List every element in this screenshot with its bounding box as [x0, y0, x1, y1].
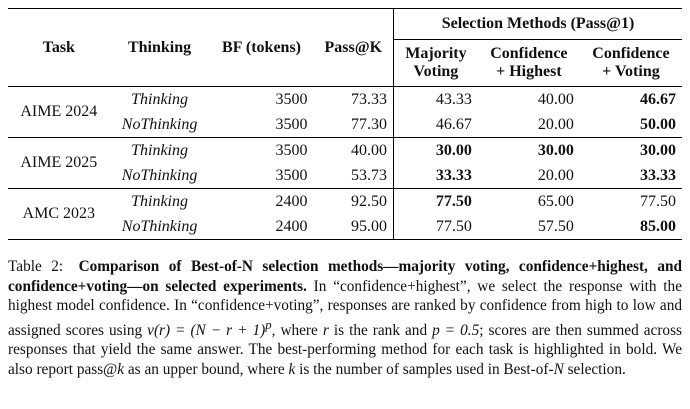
task-cell: AIME 2025: [20, 154, 98, 171]
table-row: [8, 112, 682, 138]
mode-cell: Thinking: [131, 90, 188, 108]
majority-cell: 43.33: [435, 90, 472, 108]
passk-cell: 53.73: [314, 163, 394, 189]
table-caption: [8, 257, 682, 380]
col-header-confidence-highest: [478, 40, 580, 87]
table-row: [8, 214, 682, 240]
col-group-selection-methods: Selection Methods (Pass@1): [394, 9, 682, 40]
passk-cell: 95.00: [314, 214, 394, 240]
header-line: Voting: [413, 63, 459, 80]
header-line: Confidence: [490, 45, 568, 62]
majority-cell: 77.50: [435, 192, 472, 210]
mode-cell: NoThinking: [121, 115, 198, 133]
caption-text: is the number of samples used in Best-of-: [299, 361, 554, 379]
results-table: [8, 8, 682, 240]
passk-cell: 92.50: [314, 189, 394, 215]
mode-cell: NoThinking: [121, 166, 198, 184]
conf-vote-cell: 50.00: [640, 115, 676, 133]
header-line: Confidence: [592, 45, 670, 62]
col-header-task: Task: [8, 9, 110, 87]
col-header-bf: BF (tokens): [210, 9, 314, 87]
conf-high-cell: 57.50: [537, 217, 574, 235]
var-k: k: [288, 361, 296, 379]
conf-high-cell: 20.00: [537, 115, 574, 133]
passk-cell: 73.33: [314, 87, 394, 113]
passk-cell: 77.30: [314, 112, 394, 138]
p-value: p = 0.5: [432, 321, 480, 339]
col-header-passk: Pass@K: [314, 9, 394, 87]
var-n: N: [553, 361, 564, 379]
bf-cell: 2400: [275, 192, 308, 210]
bf-cell: 3500: [275, 141, 308, 159]
caption-text: In “confidence+highest”, we select the response with the highest model confidence. In “confidence+voting”, responses are ranked by confidence from high to low and assigned scores using: [8, 277, 682, 339]
bf-cell: 3500: [275, 90, 308, 108]
caption-text: ; scores are then summed across responses that yield the same answer. The best-performing method for each task is highlighted in bold. We also report pass@: [8, 321, 682, 379]
majority-cell: 30.00: [435, 141, 472, 159]
col-header-thinking: Thinking: [110, 9, 210, 87]
caption-text: selection.: [567, 361, 626, 379]
col-header-majority-voting: [394, 40, 478, 87]
conf-vote-cell: 33.33: [640, 166, 676, 184]
table-row: [8, 163, 682, 189]
formula-exponent: p: [265, 317, 272, 332]
conf-high-cell: 20.00: [537, 166, 574, 184]
var-k: k: [117, 361, 125, 379]
majority-cell: 33.33: [435, 166, 472, 184]
bf-cell: 2400: [275, 217, 308, 235]
caption-label: Table 2:: [8, 258, 64, 275]
caption-title: Comparison of Best-of-N selection methods—majority voting, confidence+highest, and confidence+voting—on selected experiments.: [8, 258, 682, 295]
table-row: [8, 138, 682, 164]
majority-cell: 77.50: [435, 217, 472, 235]
bf-cell: 3500: [275, 166, 308, 184]
conf-vote-cell: 85.00: [640, 217, 676, 235]
formula: v(r) = (N − r + 1): [147, 321, 266, 339]
task-cell: AIME 2024: [20, 103, 98, 120]
header-line: + Highest: [496, 63, 562, 80]
passk-cell: 40.00: [314, 138, 394, 164]
caption-text: as an upper bound, where: [127, 361, 285, 379]
col-header-confidence-voting: [580, 40, 682, 87]
caption-text: is the rank and: [333, 321, 428, 339]
conf-high-cell: 65.00: [537, 192, 574, 210]
var-r: r: [322, 321, 329, 339]
bf-cell: 3500: [275, 115, 308, 133]
caption-text: , where: [271, 321, 318, 339]
mode-cell: NoThinking: [121, 217, 198, 235]
table-row: [8, 87, 682, 113]
conf-vote-cell: 30.00: [640, 141, 676, 159]
conf-high-cell: 40.00: [537, 90, 574, 108]
conf-vote-cell: 77.50: [640, 192, 676, 210]
table-row: [8, 189, 682, 215]
majority-cell: 46.67: [435, 115, 472, 133]
conf-vote-cell: 46.67: [640, 90, 676, 108]
task-cell: AMC 2023: [8, 189, 110, 240]
mode-cell: Thinking: [131, 192, 188, 210]
header-line: Majority: [405, 45, 467, 62]
conf-high-cell: 30.00: [537, 141, 574, 159]
mode-cell: Thinking: [131, 141, 188, 159]
header-line: + Voting: [602, 63, 660, 80]
